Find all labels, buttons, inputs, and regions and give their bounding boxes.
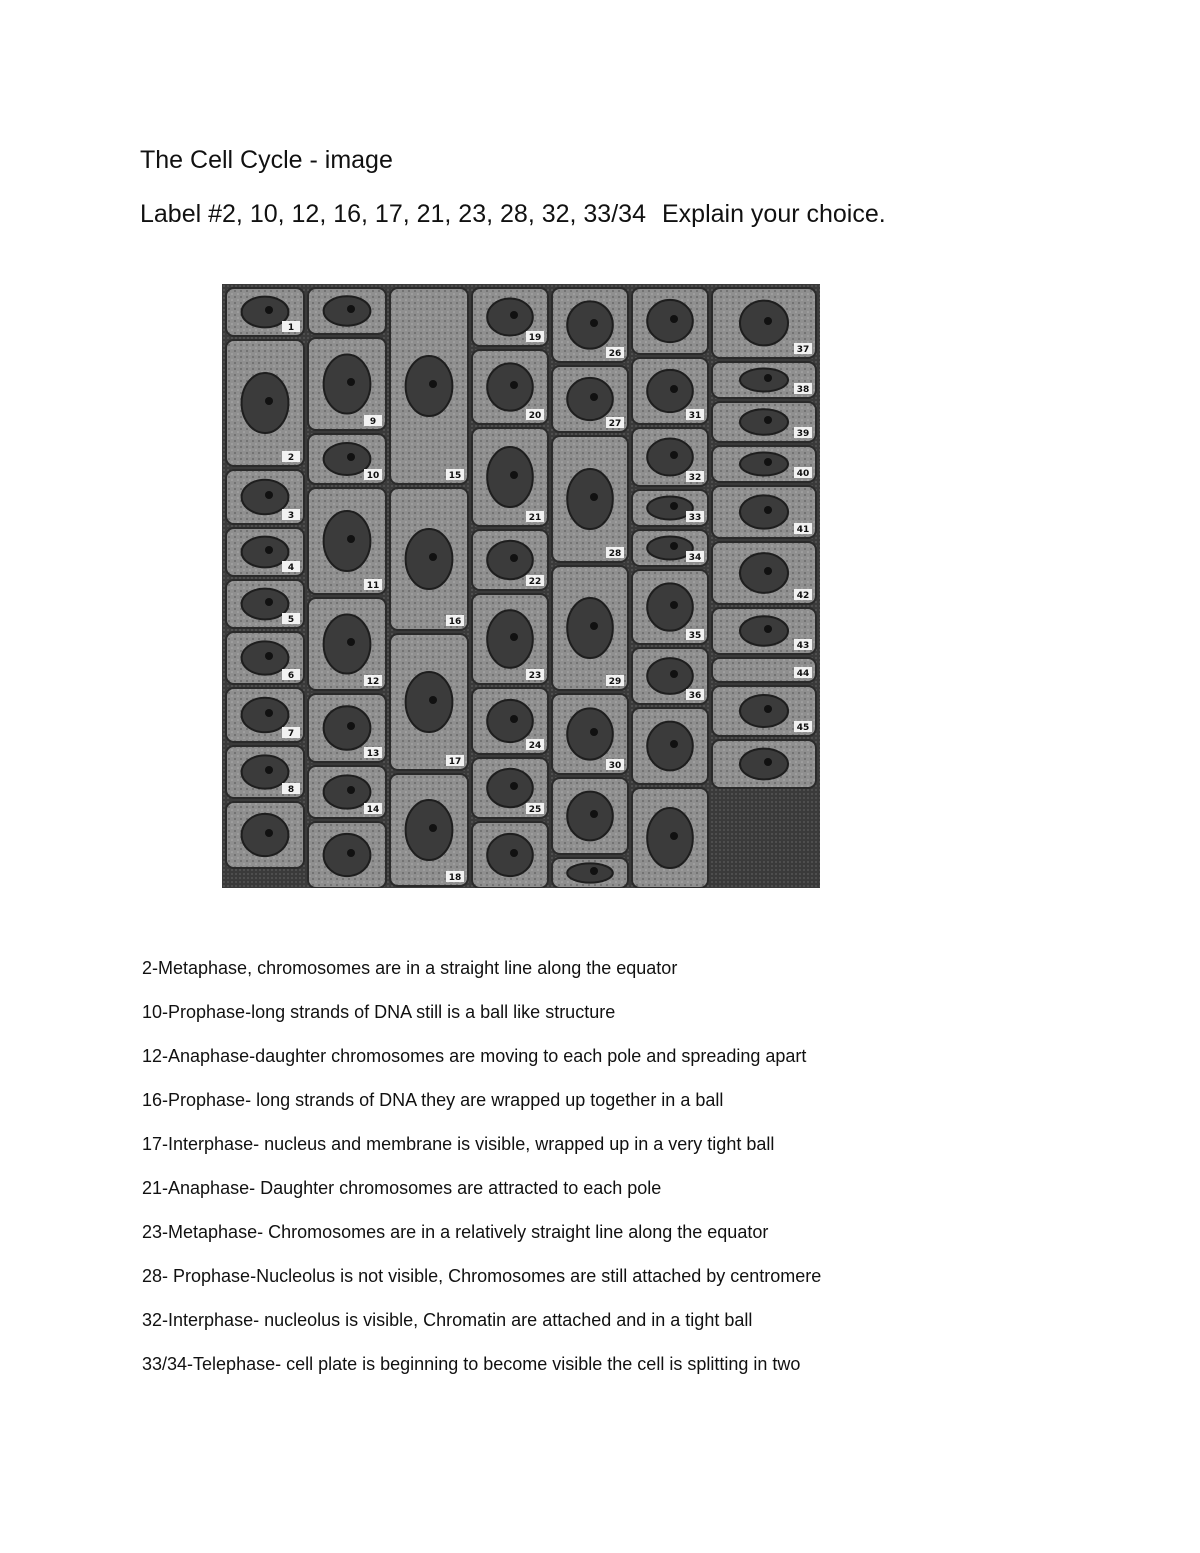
nucleolus xyxy=(265,598,273,606)
cell-number-label: 36 xyxy=(688,691,702,701)
cell-number-label: 7 xyxy=(287,729,295,739)
nucleus xyxy=(647,496,693,519)
nucleus xyxy=(406,356,453,416)
cell-number-label: 29 xyxy=(608,677,622,687)
nucleus xyxy=(740,301,788,346)
nucleus xyxy=(740,409,788,435)
nucleolus xyxy=(764,625,772,633)
nucleolus xyxy=(347,786,355,794)
nucleolus xyxy=(670,542,678,550)
assignment-prompt xyxy=(140,198,886,230)
cell-number-label: 15 xyxy=(448,471,462,481)
cell-number-label: 33 xyxy=(688,513,702,523)
answer-list xyxy=(142,956,821,1396)
cell-number-label: 16 xyxy=(448,617,462,627)
nucleolus xyxy=(764,416,772,424)
nucleus xyxy=(647,808,693,868)
cell-number-label: 24 xyxy=(528,741,542,751)
nucleolus xyxy=(590,319,598,327)
cell-number-label: 3 xyxy=(287,511,295,521)
nucleolus xyxy=(670,315,678,323)
nucleus xyxy=(740,452,788,475)
nucleolus xyxy=(764,458,772,466)
nucleolus xyxy=(764,317,772,325)
nucleus xyxy=(567,469,613,529)
nucleolus xyxy=(764,567,772,575)
nucleolus xyxy=(265,652,273,660)
prompt-instruction: Explain your choice. xyxy=(661,200,886,228)
nucleus xyxy=(647,370,693,412)
nucleus xyxy=(647,722,693,771)
nucleolus xyxy=(510,311,518,319)
nucleolus xyxy=(265,546,273,554)
cell-number-label: 20 xyxy=(528,411,542,421)
nucleus xyxy=(324,443,371,475)
answer-item: 16-Prophase- long strands of DNA they are wrapped up together in a ball xyxy=(142,1090,724,1110)
nucleus xyxy=(740,553,788,593)
nucleolus xyxy=(510,849,518,857)
nucleus xyxy=(324,296,371,325)
nucleolus xyxy=(265,306,273,314)
prompt-labels: Label #2, 10, 12, 16, 17, 21, 23, 28, 32, 33/34 xyxy=(140,200,646,228)
nucleolus xyxy=(670,451,678,459)
nucleus xyxy=(487,610,533,668)
cell-number-label: 9 xyxy=(369,417,377,427)
nucleolus xyxy=(347,849,355,857)
nucleus xyxy=(324,615,371,674)
nucleolus xyxy=(510,554,518,562)
cell-number-label: 1 xyxy=(287,323,295,333)
nucleolus xyxy=(265,397,273,405)
nucleolus xyxy=(590,393,598,401)
nucleolus xyxy=(510,381,518,389)
nucleolus xyxy=(670,832,678,840)
nucleus xyxy=(242,641,289,674)
nucleus xyxy=(324,834,371,876)
answer-item: 12-Anaphase-daughter chromosomes are moving to each pole and spreading apart xyxy=(142,1046,807,1066)
answer-item: 23-Metaphase- Chromosomes are in a relatively straight line along the equator xyxy=(142,1222,769,1242)
answer-item: 33/34-Telephase- cell plate is beginning to become visible the cell is splitting in two xyxy=(142,1354,801,1374)
nucleolus xyxy=(764,506,772,514)
nucleus xyxy=(567,378,613,420)
nucleolus xyxy=(510,633,518,641)
nucleolus xyxy=(429,553,437,561)
nucleus xyxy=(406,800,453,860)
cell-number-label: 32 xyxy=(688,473,702,483)
nucleus xyxy=(406,672,453,732)
document-title: The Cell Cycle - image xyxy=(140,146,393,174)
cell-number-label: 22 xyxy=(528,577,542,587)
nucleus xyxy=(740,368,788,391)
nucleus xyxy=(740,495,788,528)
cell-number-label: 14 xyxy=(366,805,380,815)
nucleolus xyxy=(590,728,598,736)
cell-number-label: 8 xyxy=(287,785,295,795)
nucleus xyxy=(647,300,693,342)
nucleus xyxy=(647,536,693,559)
nucleus xyxy=(324,706,371,750)
nucleus xyxy=(242,297,289,328)
nucleolus xyxy=(429,380,437,388)
nucleolus xyxy=(590,867,598,875)
cell-number-label: 37 xyxy=(796,345,810,355)
nucleus xyxy=(487,769,533,807)
nucleus xyxy=(242,814,289,856)
nucleus xyxy=(567,708,613,759)
cell-number-label: 10 xyxy=(366,471,380,481)
cell-number-label: 21 xyxy=(528,513,542,523)
answer-item: 28- Prophase-Nucleolus is not visible, Chromosomes are still attached by centromere xyxy=(142,1266,822,1286)
nucleus xyxy=(487,541,533,579)
nucleolus xyxy=(510,471,518,479)
cell-number-label: 26 xyxy=(608,349,622,359)
nucleolus xyxy=(590,810,598,818)
nucleus xyxy=(242,373,289,433)
nucleolus xyxy=(347,453,355,461)
nucleolus xyxy=(347,638,355,646)
cell-number-label: 43 xyxy=(796,641,810,651)
nucleus xyxy=(567,598,613,658)
nucleus xyxy=(567,863,613,882)
cell-number-label: 41 xyxy=(796,525,810,535)
nucleus xyxy=(324,511,371,571)
cell-number-label: 6 xyxy=(287,671,295,681)
nucleus xyxy=(647,658,693,694)
cell-number-label: 34 xyxy=(688,553,702,563)
nucleus xyxy=(406,529,453,589)
nucleolus xyxy=(510,715,518,723)
nucleus xyxy=(567,792,613,841)
cell-number-label: 18 xyxy=(448,873,462,883)
cell-number-label: 5 xyxy=(287,615,295,625)
nucleolus xyxy=(265,709,273,717)
nucleolus xyxy=(347,378,355,386)
nucleus xyxy=(242,537,289,568)
cell-number-label: 2 xyxy=(287,453,295,463)
nucleolus xyxy=(265,491,273,499)
nucleolus xyxy=(670,670,678,678)
nucleus xyxy=(324,775,371,808)
answer-item: 2-Metaphase, chromosomes are in a straight line along the equator xyxy=(142,958,678,978)
nucleus xyxy=(647,583,693,630)
cell-cycle-micrograph xyxy=(222,284,820,888)
nucleolus xyxy=(764,705,772,713)
nucleolus xyxy=(590,493,598,501)
nucleolus xyxy=(670,601,678,609)
nucleus xyxy=(567,301,613,348)
nucleus xyxy=(740,749,788,780)
answer-item: 10-Prophase-long strands of DNA still is a ball like structure xyxy=(142,1002,616,1022)
nucleus xyxy=(242,698,289,733)
cell-number-label: 30 xyxy=(608,761,622,771)
nucleolus xyxy=(265,766,273,774)
nucleolus xyxy=(265,829,273,837)
nucleus xyxy=(242,480,289,515)
nucleolus xyxy=(429,696,437,704)
nucleus xyxy=(487,363,533,410)
nucleus xyxy=(487,298,533,335)
nucleolus xyxy=(429,824,437,832)
nucleus xyxy=(487,700,533,742)
cell-number-label: 40 xyxy=(796,469,810,479)
cell-number-label: 12 xyxy=(366,677,380,687)
cell-number-label: 11 xyxy=(366,581,380,591)
cell-number-label: 44 xyxy=(796,669,810,679)
nucleolus xyxy=(347,305,355,313)
nucleolus xyxy=(764,374,772,382)
cell-number-label: 39 xyxy=(796,429,810,439)
nucleolus xyxy=(590,622,598,630)
nucleolus xyxy=(670,385,678,393)
nucleolus xyxy=(347,535,355,543)
nucleus xyxy=(740,695,788,727)
cell-number-label: 31 xyxy=(688,411,702,421)
answer-item: 32-Interphase- nucleolus is visible, Chromatin are attached and in a tight ball xyxy=(142,1310,753,1330)
nucleolus xyxy=(510,782,518,790)
nucleus xyxy=(242,755,289,788)
nucleus xyxy=(487,834,533,876)
nucleus xyxy=(242,589,289,620)
cell-number-label: 42 xyxy=(796,591,810,601)
answer-item: 17-Interphase- nucleus and membrane is visible, wrapped up in a very tight ball xyxy=(142,1134,775,1154)
cell-number-label: 35 xyxy=(688,631,702,641)
cell-number-label: 38 xyxy=(796,385,810,395)
cell-number-label: 4 xyxy=(287,563,295,573)
cell-number-label: 13 xyxy=(366,749,380,759)
cell-number-label: 27 xyxy=(608,419,622,429)
cell-number-label: 45 xyxy=(796,723,810,733)
cell-number-label: 23 xyxy=(528,671,542,681)
nucleolus xyxy=(670,502,678,510)
nucleus xyxy=(740,616,788,645)
cell-number-label: 28 xyxy=(608,549,622,559)
cell-number-label: 19 xyxy=(528,333,542,343)
nucleus xyxy=(324,355,371,414)
nucleolus xyxy=(670,740,678,748)
cell-number-label: 17 xyxy=(448,757,462,767)
micrograph-image xyxy=(222,284,820,888)
nucleolus xyxy=(347,722,355,730)
nucleus xyxy=(487,447,533,507)
nucleolus xyxy=(764,758,772,766)
cell-number-label: 25 xyxy=(528,805,542,815)
answer-item: 21-Anaphase- Daughter chromosomes are attracted to each pole xyxy=(142,1178,662,1198)
nucleus xyxy=(647,438,693,475)
